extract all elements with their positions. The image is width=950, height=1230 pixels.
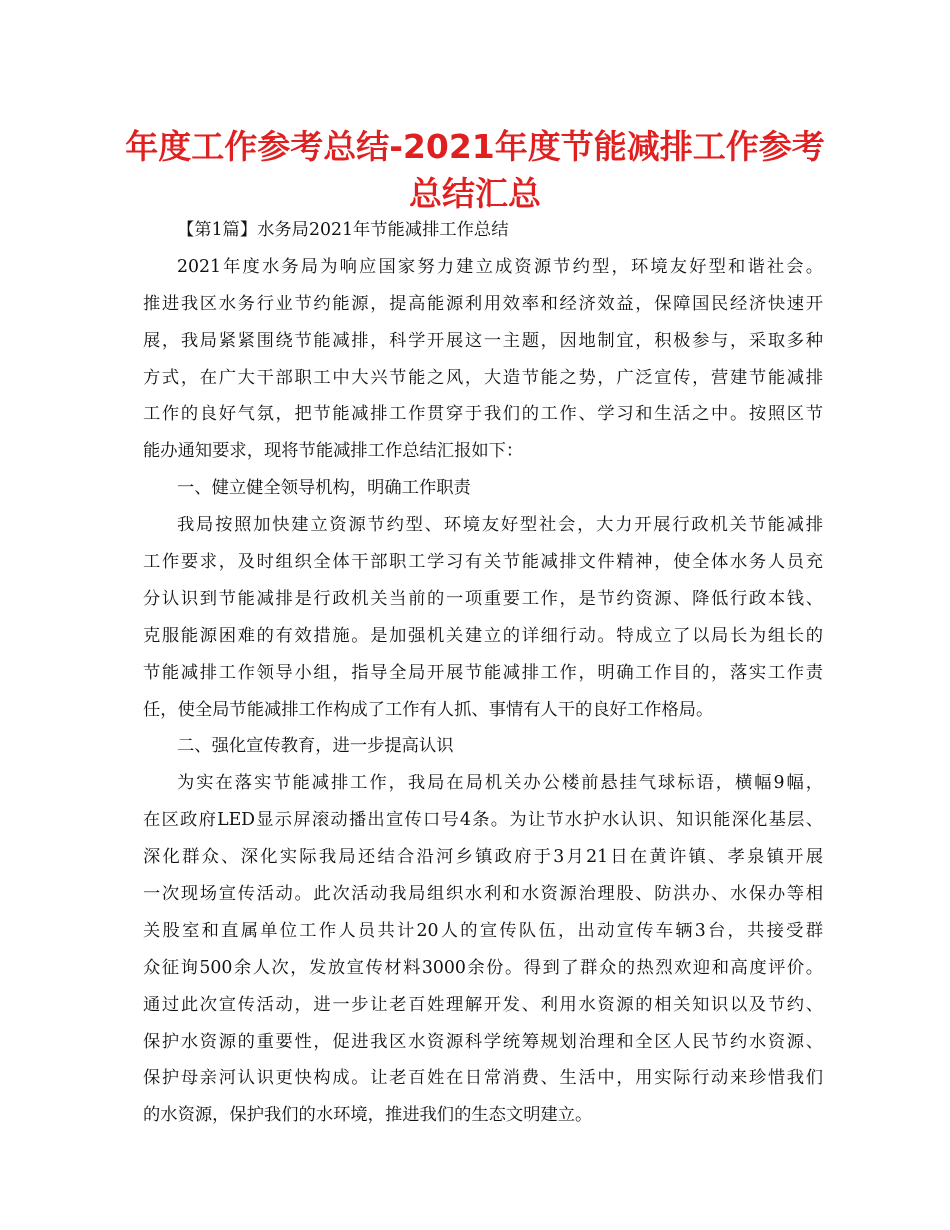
paragraph-line: 我局按照加快建立资源节约型、环境友好型社会，大力开展行政机关节能减排 xyxy=(177,515,823,536)
paragraph-line: 克服能源困难的有效措施。是加强机关建立的详细行动。特成立了以局长为组长的 xyxy=(143,625,823,646)
paragraph-line: 关股室和直属单位工作人员共计20人的宣传队伍，出动宣传车辆3台，共接受群 xyxy=(143,920,823,941)
section-heading-1: 一、健立健全领导机构，明确工作职责 xyxy=(177,478,471,499)
paragraph-line: 众征询500余人次，发放宣传材料3000余份。得到了群众的热烈欢迎和高度评价。 xyxy=(143,957,823,978)
section-heading-2: 二、强化宣传教育，进一步提高认识 xyxy=(177,736,454,757)
paragraph-line: 分认识到节能减排是行政机关当前的一项重要工作，是节约资源、降低行政本钱、 xyxy=(143,588,823,609)
document-body xyxy=(143,212,823,1134)
paragraph-line: 保护母亲河认识更快构成。让老百姓在日常消费、生活中，用实际行动来珍惜我们 xyxy=(143,1068,823,1089)
paragraph-line: 为实在落实节能减排工作，我局在局机关办公楼前悬挂气球标语，横幅9幅， xyxy=(177,773,823,794)
paragraph-line: 通过此次宣传活动，进一步让老百姓理解开发、利用水资源的相关知识以及节约、 xyxy=(143,994,823,1015)
paragraph-line: 在区政府LED显示屏滚动播出宣传口号4条。为让节水护水认识、知识能深化基层、 xyxy=(143,810,823,831)
paragraph-line: 工作要求，及时组织全体干部职工学习有关节能减排文件精神，使全体水务人员充 xyxy=(143,552,823,573)
paragraph-line: 的水资源，保护我们的水环境，推进我们的生态文明建立。 xyxy=(143,1105,593,1126)
paragraph-line: 一次现场宣传活动。此次活动我局组织水利和水资源治理股、防洪办、水保办等相 xyxy=(143,884,823,905)
paragraph-line: 方式，在广大干部职工中大兴节能之风，大造节能之势，广泛宣传，营建节能减排 xyxy=(143,367,823,388)
paragraph-line: 2021年度水务局为响应国家努力建立成资源节约型，环境友好型和谐社会。 xyxy=(177,256,823,277)
paragraph-line: 节能减排工作领导小组，指导全局开展节能减排工作，明确工作目的，落实工作责 xyxy=(143,662,823,683)
paragraph-line: 工作的良好气氛，把节能减排工作贯穿于我们的工作、学习和生活之中。按照区节 xyxy=(143,404,823,425)
paragraph-line: 推进我区水务行业节约能源，提高能源利用效率和经济效益，保障国民经济快速开 xyxy=(143,293,823,314)
paragraph-line: 保护水资源的重要性，促进我区水资源科学统筹规划治理和全区人民节约水资源、 xyxy=(143,1031,823,1052)
paragraph-line: 任，使全局节能减排工作构成了工作有人抓、事情有人干的良好工作格局。 xyxy=(143,699,714,720)
document-title-line-2: 总结汇总 xyxy=(409,174,541,213)
document-title-line-1: 年度工作参考总结-2021年度节能减排工作参考 xyxy=(125,127,825,166)
paragraph-line: 展，我局紧紧围绕节能减排，科学开展这一主题，因地制宜，积极参与，采取多种 xyxy=(143,330,823,351)
paragraph-line: 能办通知要求，现将节能减排工作总结汇报如下： xyxy=(143,441,524,462)
paragraph-line: 深化群众、深化实际我局还结合沿河乡镇政府于3月21日在黄许镇、孝泉镇开展 xyxy=(143,847,823,868)
section-heading-part1: 【第1篇】水务局2021年节能减排工作总结 xyxy=(177,220,509,240)
